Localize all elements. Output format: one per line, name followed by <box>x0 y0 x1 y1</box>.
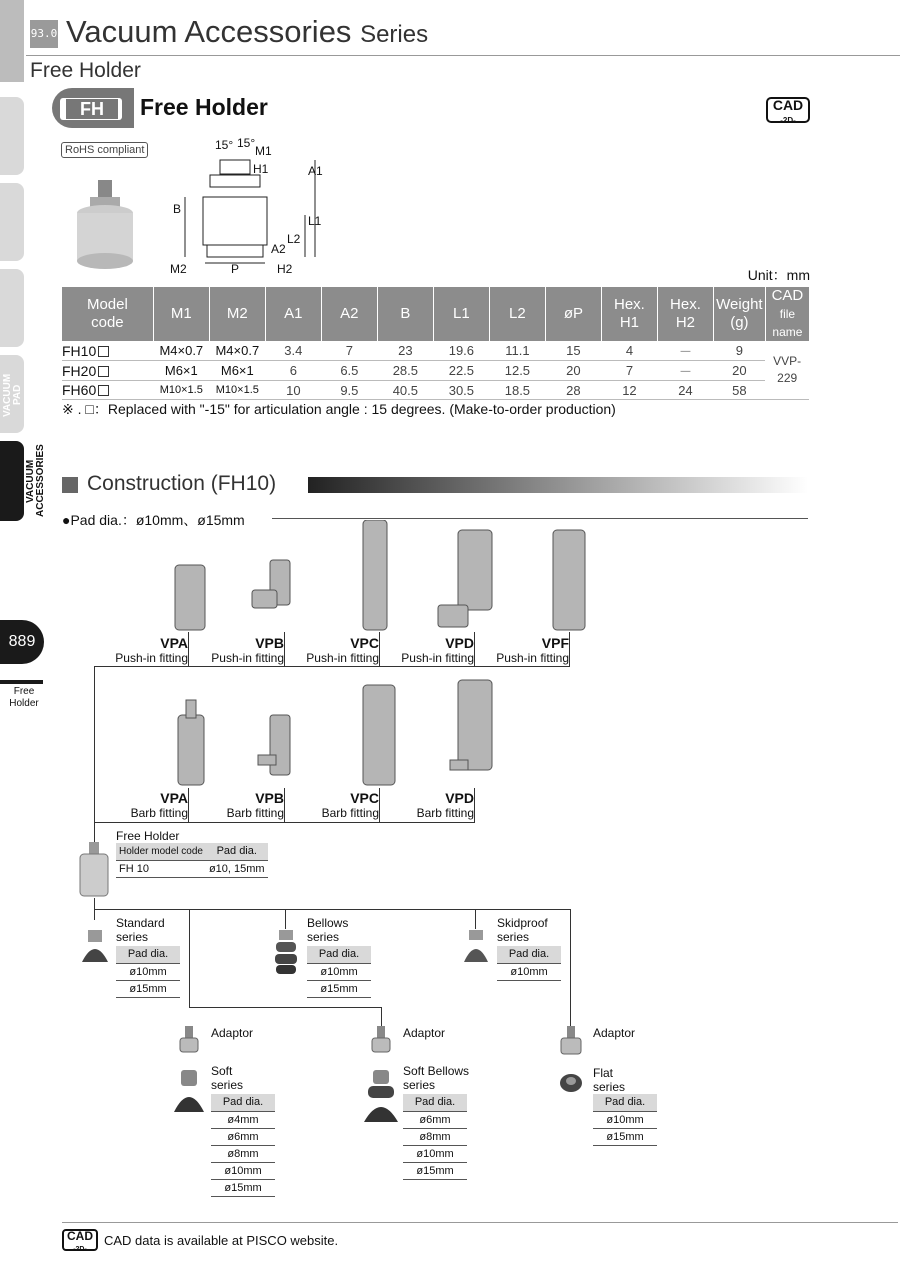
drawing-label: M2 <box>170 262 187 276</box>
adaptor-label: Adaptor <box>211 1026 254 1040</box>
standard-pad-icon <box>80 928 110 964</box>
dimension-drawing <box>165 135 325 280</box>
side-tab-top <box>0 0 24 82</box>
soft-pad-icon <box>172 1068 206 1114</box>
side-tab[interactable] <box>0 183 24 261</box>
table-row: FH10 M4×0.7 M4×0.7 3.4 7 23 19.6 11.1 15 4 － 9 VVP-229 <box>62 341 809 361</box>
side-tab[interactable] <box>0 97 24 175</box>
side-tab-vacuum-accessories[interactable] <box>0 441 24 521</box>
series-label: Bellows series <box>307 916 349 944</box>
column-header: øP <box>545 287 601 341</box>
pad-dia-note: ●Pad dia.：ø10mm、ø15mm <box>62 512 245 528</box>
divider <box>0 680 43 684</box>
side-tab-label: VACUUM ACCESSORIES <box>25 444 46 518</box>
column-header: CAD file name <box>765 287 809 341</box>
spec-note: ※ . □：Replaced with "-15" for articulation angle : 15 degrees. (Make-to-order production) <box>62 401 616 417</box>
section-label: Free Holder <box>9 686 39 709</box>
series-label: Soft Bellows series <box>403 1064 470 1092</box>
table-row: FH60 M10×1.5 M10×1.5 10 9.5 40.5 30.5 18.5 28 12 24 58 <box>62 381 809 400</box>
drawing-label: L1 <box>308 214 322 228</box>
spec-table <box>62 287 809 400</box>
adaptor-icon <box>369 1026 393 1054</box>
fitting-label[interactable]: VPC Push-in fitting <box>306 635 379 665</box>
column-header: A2 <box>321 287 377 341</box>
fitting-label[interactable]: VPA Barb fitting <box>130 790 188 820</box>
column-header: Hex. H1 <box>601 287 657 341</box>
series-label: Soft series <box>211 1064 244 1092</box>
side-tab-vacuum-pad[interactable] <box>0 355 24 433</box>
drawing-label: 15° <box>237 136 256 150</box>
column-header: A1 <box>265 287 321 341</box>
column-header: L1 <box>433 287 489 341</box>
section-title-bar <box>308 477 808 493</box>
divider <box>26 55 900 56</box>
pad-dia-table: Pad dia. ø10mm ø15mm <box>116 946 180 998</box>
fitting-label[interactable]: VPD Push-in fitting <box>401 635 474 665</box>
column-header: M1 <box>153 287 209 341</box>
fitting-label[interactable]: VPC Barb fitting <box>321 790 379 820</box>
adaptor-label: Adaptor <box>403 1026 446 1040</box>
drawing-label: A1 <box>308 164 323 178</box>
series-label: Flat series <box>593 1066 626 1094</box>
side-tab-label: VACUUM PAD <box>2 373 23 417</box>
fitting-label[interactable]: VPF Push-in fitting <box>496 635 569 665</box>
pad-dia-table: Pad dia. ø6mm ø8mm ø10mm ø15mm <box>403 1094 467 1180</box>
column-header: Hex. H2 <box>657 287 713 341</box>
flat-pad-icon <box>558 1072 584 1094</box>
pad-dia-table: Pad dia. ø10mm ø15mm <box>593 1094 657 1146</box>
barb-fittings-illustration <box>160 675 500 790</box>
divider <box>272 518 808 519</box>
product-badge: FH <box>52 88 134 128</box>
adaptor-icon <box>558 1026 584 1056</box>
section-title: Construction (FH10) <box>87 472 277 495</box>
free-holder-label: Free Holder <box>116 829 180 843</box>
page-number: 889 <box>0 620 44 664</box>
pad-dia-table: Pad dia. ø4mm ø6mm ø8mm ø10mm ø15mm <box>211 1094 275 1197</box>
holder-table: Holder model code Pad dia. FH 10 ø10, 15mm <box>116 843 268 878</box>
connector-line <box>94 666 570 667</box>
product-name: Free Holder <box>140 94 268 120</box>
table-row: FH20 M6×1 M6×1 6 6.5 28.5 22.5 12.5 20 7 － 20 <box>62 361 809 381</box>
drawing-label: M1 <box>255 144 272 158</box>
pad-dia-table: Pad dia. ø10mm <box>497 946 561 981</box>
pad-dia-table: Pad dia. ø10mm ø15mm <box>307 946 371 998</box>
fitting-label[interactable]: VPD Barb fitting <box>416 790 474 820</box>
section-marker-icon <box>62 477 78 493</box>
fitting-label[interactable]: VPB Barb fitting <box>226 790 284 820</box>
page-subtitle: Free Holder <box>30 59 141 82</box>
drawing-label: H1 <box>253 162 269 176</box>
drawing-label: H2 <box>277 262 293 276</box>
cad-file-cell[interactable]: VVP-229 <box>765 341 809 400</box>
page-title: Vacuum Accessories Series <box>66 14 429 49</box>
drawing-label: L2 <box>287 232 301 246</box>
column-header: L2 <box>489 287 545 341</box>
fitting-label[interactable]: VPB Push-in fitting <box>211 635 284 665</box>
rohs-badge: RoHS compliant <box>61 142 148 158</box>
column-header: Model code <box>62 287 153 341</box>
drawing-label: B <box>173 202 182 216</box>
footer-text: CAD data is available at PISCO website. <box>104 1233 339 1248</box>
column-header: B <box>377 287 433 341</box>
table-header-row <box>62 287 809 341</box>
drawing-label: 15° <box>215 138 234 152</box>
free-holder-illustration <box>76 840 112 900</box>
logo-icon: 93.0 <box>30 20 58 48</box>
drawing-label: P <box>231 262 240 276</box>
drawing-label: A2 <box>271 242 286 256</box>
column-header: Weight (g) <box>713 287 765 341</box>
side-tab[interactable] <box>0 269 24 347</box>
push-in-fittings-illustration <box>160 520 590 635</box>
unit-label: Unit：mm <box>747 267 810 283</box>
fitting-label[interactable]: VPA Push-in fitting <box>115 635 188 665</box>
adaptor-label: Adaptor <box>593 1026 636 1040</box>
soft-bellows-pad-icon <box>362 1068 400 1124</box>
series-label: Skidproof series <box>497 916 548 944</box>
series-label: Standard series <box>116 916 165 944</box>
adaptor-icon <box>177 1026 201 1054</box>
skidproof-pad-icon <box>462 928 490 966</box>
divider <box>62 1222 898 1223</box>
cad-badge[interactable]: CAD -2D- <box>766 97 810 123</box>
cad-badge[interactable]: CAD -2D- <box>62 1229 98 1251</box>
column-header: M2 <box>209 287 265 341</box>
product-photo <box>70 175 140 275</box>
bellows-pad-icon <box>272 928 300 976</box>
